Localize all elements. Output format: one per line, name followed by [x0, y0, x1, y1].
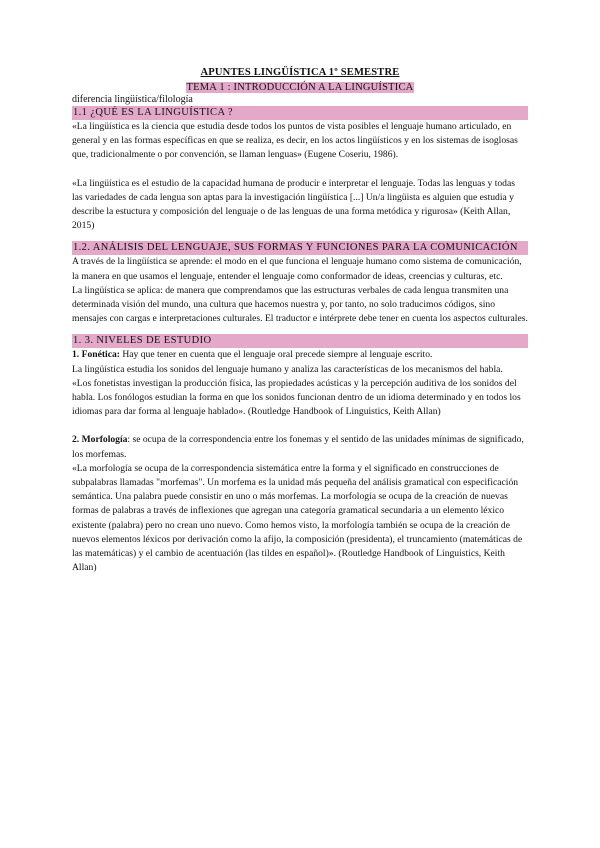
morfologia-label: 2. Morfología — [72, 434, 128, 446]
section-heading-1-3: 1. 3. NIVELES DE ESTUDIO — [72, 334, 528, 348]
section-heading-1-2: 1.2. ANÁLISIS DEL LENGUAJE, SUS FORMAS Y FUNCIONES PARA LA COMUNICACIÓN — [72, 241, 528, 255]
fonetica-paragraph: La lingüística estudia los sonidos del lenguaje humano y analiza las características de los mecanismos del habla. — [72, 363, 503, 375]
morfologia-quote: «La morfología se ocupa de la correspondencia sistemática entre la forma y el significado en construcciones de subpalabras llamadas "morfemas". Un morfema es la unidad más pequeña del análisis gramatical con especificación semántica. Una palabra puede consistir en uno o más morfemas. La morfología se ocupa de la creación de nuevas formas de palabras a través de inflexiones que agregan una categoría gramatical secundaria a un elemento léxico existente (palabra) pero no crean uno nuevo. Como hemos visto, la morfología también se ocupa de la creación de nuevos elementos léxicos por derivación como la afijo, la composición (presidenta), el truncamiento (matemáticas de las matemáticas) y el cambio de acentuación (las tildes en español)». (Routledge Handbook of Linguistics, Keith Allan) — [72, 462, 523, 574]
document-title: APUNTES LINGÜÍSTICA 1º SEMESTRE — [200, 67, 400, 78]
quote-coseriu: «La lingüística es la ciencia que estudia desde todos los puntos de vista posibles el lenguaje humano articulado, en general y en las formas específicas en que se realiza, es decir, en los actos lingüísticos y en los sistemas de isoglosas que, tradicionalmente o por convención, se llaman lenguas» (Eugene Coseriu, 1986). — [72, 121, 518, 161]
spacer — [72, 163, 528, 177]
topic-line: diferencia lingüística/filología — [72, 94, 193, 105]
section-heading-1-1: 1.1 ¿QUÉ ES LA LINGUÍSTICA ? — [72, 106, 528, 120]
spacer — [72, 419, 528, 433]
document-subtitle: TEMA 1 : INTRODUCCIÓN A LA LINGUÍSTICA — [186, 82, 414, 93]
morfologia-line — [72, 433, 528, 461]
fonetica-label: 1. Fonética: — [72, 349, 120, 361]
document-page — [72, 66, 528, 575]
morfologia-text: : se ocupa de la correspondencia entre los fonemas y el sentido de las unidades mínimas de significado, los morfemas. — [72, 434, 524, 460]
spacer — [72, 233, 528, 241]
fonetica-line — [72, 348, 528, 362]
quote-allan: «La lingüística es el estudio de la capacidad humana de producir e interpretar el lenguaje. Todas las lenguas y todas las variedades de cada lengua son aptas para la investigación lingüística [...] Un/a lingüista es alguien que estudia y describe la estuctura y composición del lenguaje o de las lenguas de una forma metódica y rigurosa» (Keith Allan, 2015) — [72, 177, 515, 232]
paragraph-aprende: A través de la lingüística se aprende: el modo en el que funciona el lenguaje humano como sistema de comunicación, la manera en que usamos el lenguaje, entender el lenguaje como conformador de ideas, creencias y culturas, etc. — [72, 256, 522, 282]
fonetica-quote: «Los fonetistas investigan la producción física, las propiedades acústicas y la percepción auditiva de los sonidos del habla. Los fonólogos estudian la forma en que los sonidos funcionan dentro de un idioma determinado y en todos los idiomas para dar forma al lenguaje hablado». (Routledge Handbook of Linguistics, Keith Allan) — [72, 377, 521, 418]
fonetica-text: Hay que tener en cuenta que el lenguaje oral precede siempre al lenguaje escrito. — [119, 349, 433, 361]
document-subtitle-line — [72, 79, 528, 94]
spacer — [72, 326, 528, 334]
paragraph-aplica: La lingüística se aplica: de manera que comprendamos que las estructuras verbales de cada lengua transmiten una determinada visión del mundo, una cultura que hacemos nuestra y, por tanto, no solo traducimos códigos, sino mensajes con cargas e interpretaciones culturales. El traductor e intérprete debe tener en cuenta los aspectos culturales. — [72, 284, 528, 325]
